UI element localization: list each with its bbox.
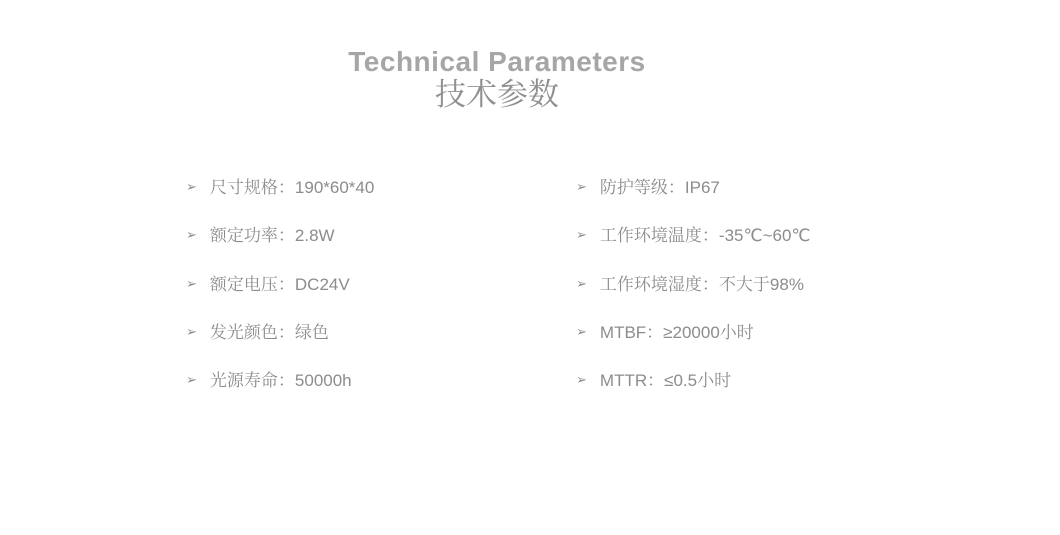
parameter-item: [186, 177, 576, 225]
parameter-text: 防护等级：IP67: [599, 178, 720, 197]
parameter-item: [186, 225, 576, 273]
arrowhead-bullet-icon: ➢: [186, 276, 197, 292]
arrowhead-bullet-icon: ➢: [576, 180, 587, 195]
arrowhead-bullet-icon: ➢: [576, 324, 587, 340]
parameter-text: 额定电压：DC24V: [209, 274, 350, 294]
parameters-list: [186, 177, 811, 418]
parameter-item: [186, 322, 576, 370]
arrowhead-bullet-icon: ➢: [186, 324, 197, 340]
parameter-text: 工作环境湿度：不大于98%: [599, 274, 804, 294]
parameter-text: 光源寿命：50000h: [209, 371, 352, 391]
parameter-text: 工作环境温度：-35℃~60℃: [599, 226, 811, 246]
parameter-text: 尺寸规格：190*60*40: [209, 178, 375, 197]
arrowhead-bullet-icon: ➢: [576, 373, 587, 389]
parameter-text: MTBF：≥20000小时: [599, 322, 754, 342]
parameters-right-column: [576, 177, 811, 418]
arrowhead-bullet-icon: ➢: [186, 228, 197, 244]
section-title-block: [0, 46, 994, 113]
parameter-text: MTTR：≤0.5小时: [599, 371, 732, 391]
parameter-item: [576, 322, 811, 370]
parameter-item: [186, 370, 576, 418]
parameters-left-column: [186, 177, 576, 418]
parameter-item: [576, 177, 811, 225]
parameter-item: [186, 274, 576, 322]
parameter-text: 发光颜色：绿色: [209, 322, 329, 342]
section-title-en: Technical Parameters: [348, 46, 646, 77]
parameter-item: [576, 274, 811, 322]
arrowhead-bullet-icon: ➢: [186, 180, 197, 195]
section-title-zh: 技术参数: [435, 77, 559, 113]
arrowhead-bullet-icon: ➢: [576, 228, 587, 244]
arrowhead-bullet-icon: ➢: [186, 373, 197, 389]
parameter-text: 额定功率：2.8W: [209, 226, 335, 246]
arrowhead-bullet-icon: ➢: [576, 276, 587, 292]
parameter-item: [576, 225, 811, 273]
parameter-item: [576, 370, 811, 418]
